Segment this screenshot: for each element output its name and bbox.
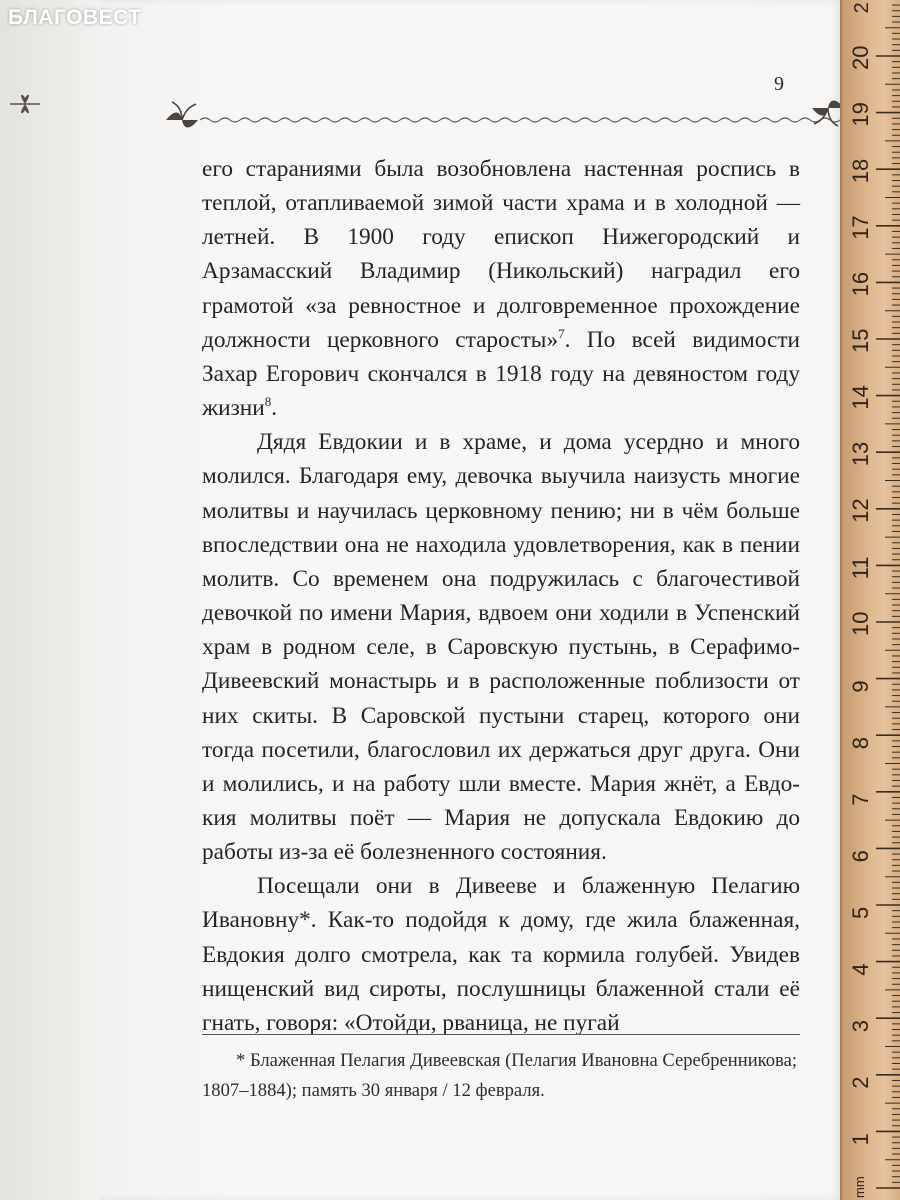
ruler-label: 7 — [848, 793, 873, 806]
ruler-label: 19 — [848, 102, 873, 127]
ruler-label: 17 — [848, 215, 873, 240]
ruler-label: 3 — [848, 1019, 873, 1033]
ornamental-divider-icon — [160, 96, 850, 136]
ruler-label: 6 — [848, 850, 873, 863]
ruler-unit-label: mm — [852, 1176, 867, 1198]
ruler-label: 12 — [848, 498, 873, 523]
ruler-label: 15 — [848, 328, 873, 353]
ruler-label: 8 — [848, 736, 873, 750]
fleuron-ornament-icon — [8, 90, 42, 118]
text-run: . — [271, 395, 278, 422]
page-number: 9 — [774, 73, 784, 95]
footnote-ref: 7 — [558, 326, 565, 342]
text-run: его стараниями была возобновлена настенная роспись в теплой, отапливаемой зимой части храма и в холодной — летней. В 1900 году епископ Нижегородский и Арзамасский Владимир (Никольский) наградил его грамотой «за ревностное и долговременное прохождение должности церковного старосты» — [202, 156, 800, 353]
ruler-label: 10 — [848, 611, 873, 636]
footnote-rule — [202, 1034, 800, 1035]
ruler-label: 9 — [848, 680, 873, 693]
paragraph — [202, 152, 800, 425]
ruler — [840, 0, 900, 1200]
ruler-scale — [842, 0, 900, 1200]
main-text — [202, 152, 800, 1040]
footnote: * Блаженная Пелагия Дивеевская (Пелагия Ивановна Серебренникова; 1807–1884); память 30 января / 12 февраля. — [202, 1050, 797, 1101]
footnote-ref: 8 — [264, 394, 272, 410]
ruler-label: 5 — [848, 906, 873, 919]
ruler-label: 16 — [848, 271, 873, 297]
ruler-label: 13 — [848, 441, 873, 467]
ruler-label: 11 — [848, 556, 873, 580]
left-page-edge — [0, 0, 100, 1200]
ruler-label: 2 — [851, 2, 873, 14]
ruler-label: 4 — [848, 963, 873, 976]
paragraph: Дядя Евдокии и в храме, и дома усердно и много молился. Благодаря ему, девочка выучила наизусть многие молитвы и научилась церковному пению; ни в чём больше впоследствии она не находила удовлетворения, как в пении молитв. Со временем она подружилась с благочестивой девочкой по имени Мария, вдвоем они ходили в Успенский храм в родном селе, в Саровскую пустынь, в Серафимо-Дивеевский монастырь и в расположенные поблизости от них скиты. В Саровской пустыни старец, которого они тогда посетили, благословил их держаться друг друга. Они и молились, и на работу шли вместе. Мария жнёт, а Евдокия молитвы поёт — Мария не допускала Евдокию до работы из-за её болезненного состояния. — [202, 429, 800, 866]
ruler-label: 1 — [848, 1133, 873, 1146]
ruler-label: 2 — [848, 1076, 873, 1089]
paragraph: Посещали они в Дивееве и блаженную Пелагию Ивановну*. Как-то подойдя к дому, где жила блаженная, Евдокия долго смотрела, как та кормила голубей. Увидев нищенский вид сироты, послушницы блаженной стали её гнать, говоря: «Отойди, рваница, не пугай — [202, 873, 800, 1036]
ruler-label: 14 — [848, 385, 873, 410]
ruler-label: 20 — [848, 45, 873, 70]
watermark-logo: БЛАГОВЕСТ — [8, 6, 142, 29]
text-run: . По всей видимости Захар Егорович скончался в 1918 году на девяностом году жизни — [202, 326, 800, 422]
ruler-label: 18 — [848, 158, 873, 184]
